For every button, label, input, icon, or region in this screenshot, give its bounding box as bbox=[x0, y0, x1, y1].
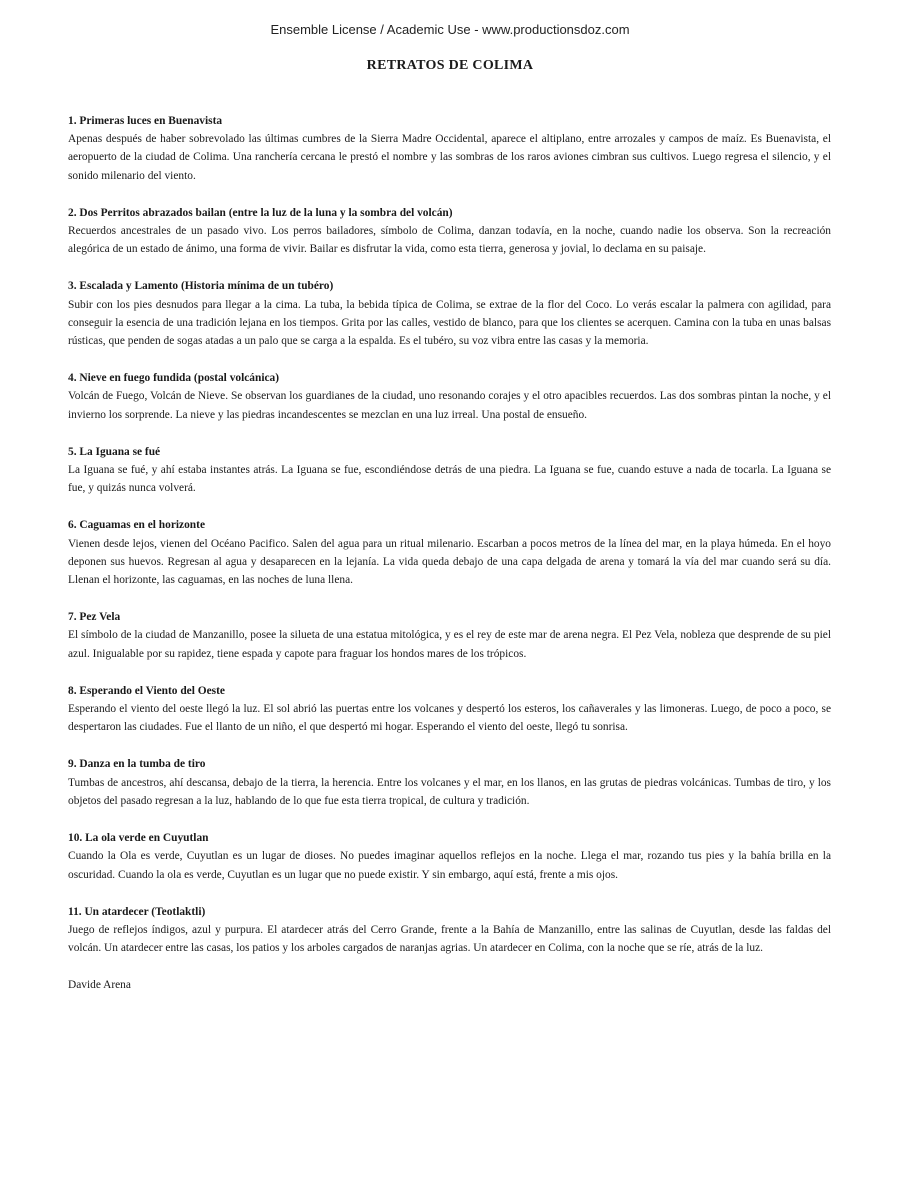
section-body: Tumbas de ancestros, ahí descansa, debajo de la tierra, la herencia. Entre los volcanes y el mar, en los llanos, en las grutas de piedras volcánicas. Tumbas de tiro, y los objetos del pasado regresan a la luz, hablando de lo que fue esta tierra tropical, de cultura y tradición. bbox=[68, 776, 831, 807]
section-heading: 4. Nieve en fuego fundida (postal volcánica) bbox=[68, 372, 280, 385]
section-heading: 10. La ola verde en Cuyutlan bbox=[68, 832, 209, 845]
section-heading: 11. Un atardecer (Teotlaktli) bbox=[68, 905, 206, 918]
section-8 bbox=[68, 682, 831, 737]
section-heading: 9. Danza en la tumba de tiro bbox=[68, 758, 206, 771]
author-signature: Davide Arena bbox=[68, 979, 131, 992]
section-body: Volcán de Fuego, Volcán de Nieve. Se observan los guardianes de la ciudad, uno resonando corajes y el otro apacibles recuerdos. Las dos sombras pintan la noche, y el invierno los sorprende. La nieve y las piedras incandescentes se mezclan en una luz irreal. Una postal de ensueño. bbox=[68, 390, 831, 421]
section-heading: 3. Escalada y Lamento (Historia mínima de un tubéro) bbox=[68, 280, 334, 293]
section-body: Cuando la Ola es verde, Cuyutlan es un lugar de dioses. No puedes imaginar aquellos reflejos en la noche. Llega el mar, rozando tus pies y la bahía brilla en la oscuridad. Cuando la ola es verde, Cuyutlan es un lugar que no puede existir. Y sin embargo, aquí está, frente a mis ojos. bbox=[68, 850, 831, 881]
section-body: Esperando el viento del oeste llegó la luz. El sol abrió las puertas entre los volcanes y despertó los esteros, los cañaverales y las limoneras. Luego, de poco a poco, se despertaron las ciudades. Fue el llanto de un niño, el que despertó mi hogar. Esperando el viento del oeste, llegó tu sonrisa. bbox=[68, 703, 831, 734]
section-6 bbox=[68, 516, 831, 589]
section-body: Juego de reflejos índigos, azul y purpura. El atardecer atrás del Cerro Grande, frente a la Bahía de Manzanillo, entre las salinas de Cuyutlan, desde las faldas del volcán. Un atardecer entre las casas, los patios y los arboles cargados de naranjas agrias. Un atardecer en Colima, con la noche que se ríe, atrás de la luz. bbox=[68, 923, 831, 955]
section-1 bbox=[68, 112, 831, 185]
section-7 bbox=[68, 608, 831, 663]
section-body: Subir con los pies desnudos para llegar a la cima. La tuba, la bebida típica de Colima, se extrae de la flor del Coco. Lo verás escalar la palmera con agilidad, para conseguir la esencia de una tradición lejana en los tiempos. Grita por las calles, vestido de blanco, para que los clientes se acerquen. Camina con la tuba en unas balsas rústicas, que penden de sogas atadas a un palo que se carga a la espalda. Es el tubéro, su voz vibra entre las casas y la memoria. bbox=[68, 298, 831, 348]
section-heading: 6. Caguamas en el horizonte bbox=[68, 519, 205, 532]
section-10 bbox=[68, 829, 831, 884]
section-5 bbox=[68, 443, 831, 498]
page-title: RETRATOS DE COLIMA bbox=[366, 58, 534, 73]
section-body: La Iguana se fué, y ahí estaba instantes atrás. La Iguana se fue, escondiéndose detrás de una piedra. La Iguana se fue, cuando estuve a nada de tocarla. La Iguana se fue, y quizás nunca volverá. bbox=[68, 464, 831, 495]
document-body bbox=[68, 112, 831, 995]
section-heading: 1. Primeras luces en Buenavista bbox=[68, 115, 223, 127]
section-heading: 2. Dos Perritos abrazados bailan (entre la luz de la luna y la sombra del volcán) bbox=[68, 206, 453, 219]
section-2 bbox=[68, 204, 831, 259]
section-heading: 7. Pez Vela bbox=[68, 611, 121, 624]
section-heading: 5. La Iguana se fué bbox=[68, 445, 161, 458]
section-9 bbox=[68, 755, 831, 810]
section-body: El símbolo de la ciudad de Manzanillo, posee la silueta de una estatua mitológica, y es el rey de este mar de arena negra. El Pez Vela, nobleza que desprende de su piel azul. Inigualable por su rapidez, tiene espada y capote para fraguar los hondos mares de los trópicos. bbox=[68, 629, 831, 660]
section-3 bbox=[68, 277, 831, 350]
section-body: Recuerdos ancestrales de un pasado vivo. Los perros bailadores, símbolo de Colima, danzan todavía, en la noche, cuando nadie los observa. Son la recreación alegórica de un estado de ánimo, una forma de vivir. Bailar es disfrutar la vida, como esta tierra, generosa y jovial, lo declama en su paisaje. bbox=[68, 225, 831, 256]
section-body: Apenas después de haber sobrevolado las últimas cumbres de la Sierra Madre Occidental, aparece el altiplano, entre arrozales y campos de maíz. Es Buenavista, el aeropuerto de la ciudad de Colima. Una ranchería cercana le prestó el nombre y las sombras de los raros aviones cimbran sus cultivos. Luego regresa el silencio, y el sonido milenario del viento. bbox=[68, 133, 831, 182]
section-11 bbox=[68, 903, 831, 958]
section-heading: 8. Esperando el Viento del Oeste bbox=[68, 684, 225, 697]
license-notice: Ensemble License / Academic Use - www.productionsdoz.com bbox=[270, 22, 630, 37]
section-4 bbox=[68, 369, 831, 424]
section-body: Vienen desde lejos, vienen del Océano Pacifico. Salen del agua para un ritual milenario. Escarban a pocos metros de la línea del mar, en la playa húmeda. En el hoyo deponen sus huevos. Regresan al agua y desaparecen en la lejanía. La vida queda debajo de una capa delgada de arena y tomará la vía del mar cuando será su día. Llenan el horizonte, las caguamas, en las noches de luna llena. bbox=[68, 537, 831, 587]
